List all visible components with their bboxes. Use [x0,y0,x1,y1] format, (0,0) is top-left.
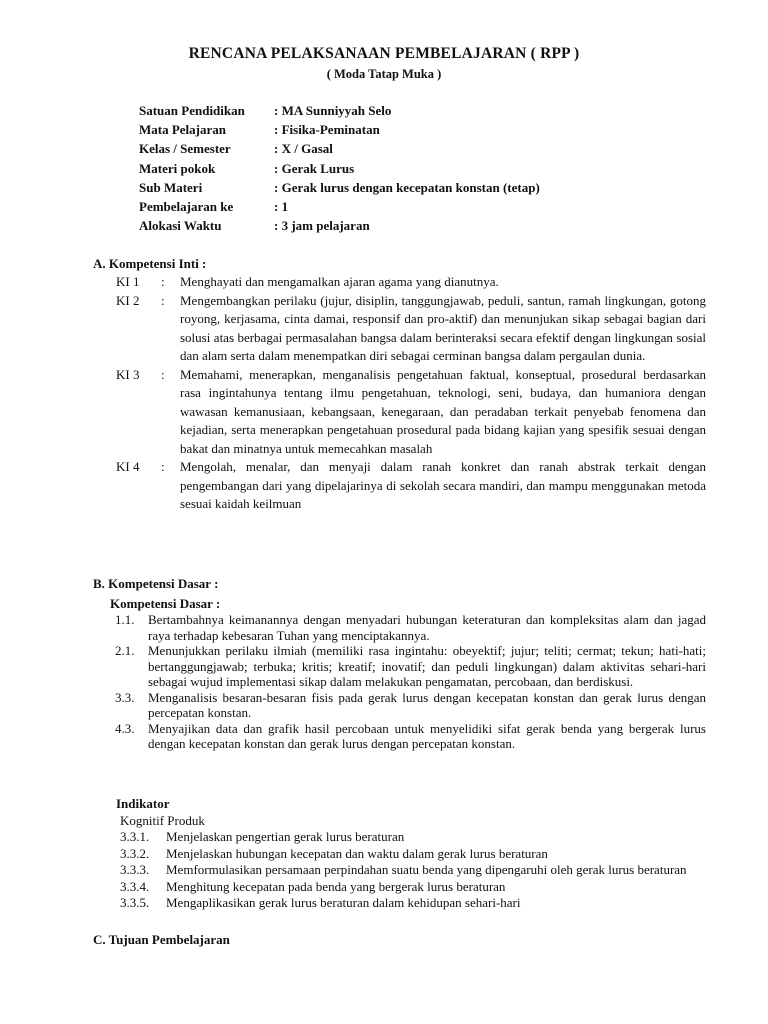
info-row-pembelajaran [139,197,540,216]
indikator-item [120,829,700,846]
document-subtitle: ( Moda Tatap Muka ) [326,67,442,81]
info-row-kelas [139,139,540,158]
info-label: Satuan Pendidikan [139,103,245,118]
info-value: : Fisika-Peminatan [274,122,380,138]
ki-item [116,458,706,514]
info-label: Sub Materi [139,179,203,195]
ki-colon: : [161,459,165,474]
kd-item [115,643,706,690]
indikator-item [120,895,700,912]
indikator-list [120,829,700,912]
indikator-item [120,862,700,879]
kd-item [115,612,706,643]
info-value: : 1 [274,198,289,214]
ki-text: Mengolah, menalar, dan menyaji dalam ranah konkret dan ranah abstrak terkait dengan pengembangan dari yang dipelajarinya di sekolah secara mandiri, dan mampu menggunakan metoda sesuai kaidah keilmuan [180,459,706,511]
kd-number: 2.1. [115,643,135,658]
section-b-subheading: Kompetensi Dasar : [110,596,221,611]
indikator-text: Menjelaskan pengertian gerak lurus beraturan [166,829,405,844]
kd-number: 4.3. [115,720,135,736]
info-label: Materi pokok [139,160,216,176]
indikator-item [120,846,700,863]
info-value: : 3 jam pelajaran [274,218,370,234]
info-row-mapel [139,120,540,139]
kd-item [115,721,706,752]
info-row-alokasi [139,216,540,235]
kd-item [115,690,706,721]
section-b-heading: B. Kompetensi Dasar : [93,576,219,591]
ki-text: Menghayati dan mengamalkan ajaran agama yang dianutnya. [180,274,499,289]
indikator-number: 3.3.2. [120,845,150,861]
ki-code: KI 2 [116,292,140,308]
section-c-heading: C. Tujuan Pembelajaran [93,932,230,947]
ki-code: KI 4 [116,459,140,474]
kd-text: Bertambahnya keimanannya dengan menyadari hubungan keteraturan dan kompleksitas alam dan jagad raya terhadap kebesaran Tuhan yang menciptakannya. [148,612,706,643]
info-value: : Gerak lurus dengan kecepatan konstan (tetap) [274,179,540,195]
ki-colon: : [161,274,165,289]
document-title: RENCANA PELAKSANAAN PEMBELAJARAN ( RPP ) [188,45,580,62]
kompetensi-inti-list [116,273,706,514]
info-value: : MA Sunniyyah Selo [274,103,392,118]
indikator-heading: Indikator [116,796,170,811]
ki-colon: : [161,366,165,382]
ki-item [116,273,706,292]
kd-text: Menyajikan data dan grafik hasil percobaan untuk menyelidiki sifat gerak benda yang bergerak lurus dengan kecepatan konstan dan gerak lurus dengan percepatan konstan. [148,720,706,751]
kd-text: Menunjukkan perilaku ilmiah (memiliki rasa ingintahu: obeyektif; jujur; teliti; cermat; tekun; hati-hati; bertanggungjawab; terbuka; kritis; kreatif; inovatif; dan peduli lingkungan) dalam aktivitas sehari-hari sebagai wujud implementasi sikap dalam melakukan pengamatan, percobaan, dan berdiskusi. [148,643,706,689]
ki-text: Mengembangkan perilaku (jujur, disiplin, tanggungjawab, peduli, santun, ramah lingkungan, gotong royong, kerjasama, cinta damai, responsif dan pro-aktif) dan menunjukan sikap sebagai bagian dari solusi atas berbagai permasalahan bangsa dalam berinteraksi secara efektif dengan lingkungan sosial dan alam serta dalam menempatkan diri sebagai cerminan bangsa dalam pergaulan dunia. [180,292,706,363]
ki-text: Memahami, menerapkan, menganalisis pengetahuan faktual, konseptual, prosedural berdasarkan rasa ingintahunya tentang ilmu pengetahuan, teknologi, seni, budaya, dan humaniora dengan wawasan kemanusiaan, kebangsaan, kenegaraan, dan peradaban terkait penyebab fenomena dan kejadian, serta menerapkan pengetahuan prosedural pada bidang kajian yang spesifik sesuai dengan bakat dan minatnya untuk memecahkan masalah [180,366,706,456]
ki-colon: : [161,292,165,308]
ki-item [116,366,706,459]
info-label: Kelas / Semester [139,141,231,157]
info-value: : X / Gasal [274,141,333,157]
indikator-number: 3.3.1. [120,829,150,844]
indikator-text: Menghitung kecepatan pada benda yang bergerak lurus beraturan [166,878,506,894]
kd-number: 3.3. [115,689,135,705]
indikator-number: 3.3.3. [120,862,150,877]
kd-number: 1.1. [115,612,135,627]
indikator-item [120,879,700,896]
info-label: Alokasi Waktu [139,218,222,234]
kompetensi-dasar-list [115,612,706,752]
info-label: Pembelajaran ke [139,198,234,214]
info-value: : Gerak Lurus [274,160,355,176]
indikator-text: Menjelaskan hubungan kecepatan dan waktu dalam gerak lurus beraturan [166,845,548,861]
indikator-text: Memformulasikan persamaan perpindahan suatu benda yang dipengaruhi oleh gerak lurus beraturan [166,862,687,877]
info-row-materi [139,159,540,178]
ki-item [116,292,706,366]
info-label: Mata Pelajaran [139,122,227,138]
indikator-number: 3.3.5. [120,895,150,910]
identity-table [139,101,540,235]
info-row-satuan [139,101,540,120]
kd-text: Menganalisis besaran-besaran fisis pada gerak lurus dengan kecepatan konstan dan gerak lurus dengan percepatan konstan. [148,689,706,720]
indikator-subheading: Kognitif Produk [120,813,205,828]
ki-code: KI 1 [116,274,140,289]
section-a-heading: A. Kompetensi Inti : [93,256,207,271]
indikator-text: Mengaplikasikan gerak lurus beraturan dalam kehidupan sehari-hari [166,895,521,910]
ki-code: KI 3 [116,366,140,382]
indikator-number: 3.3.4. [120,878,150,894]
info-row-submateri [139,178,540,197]
